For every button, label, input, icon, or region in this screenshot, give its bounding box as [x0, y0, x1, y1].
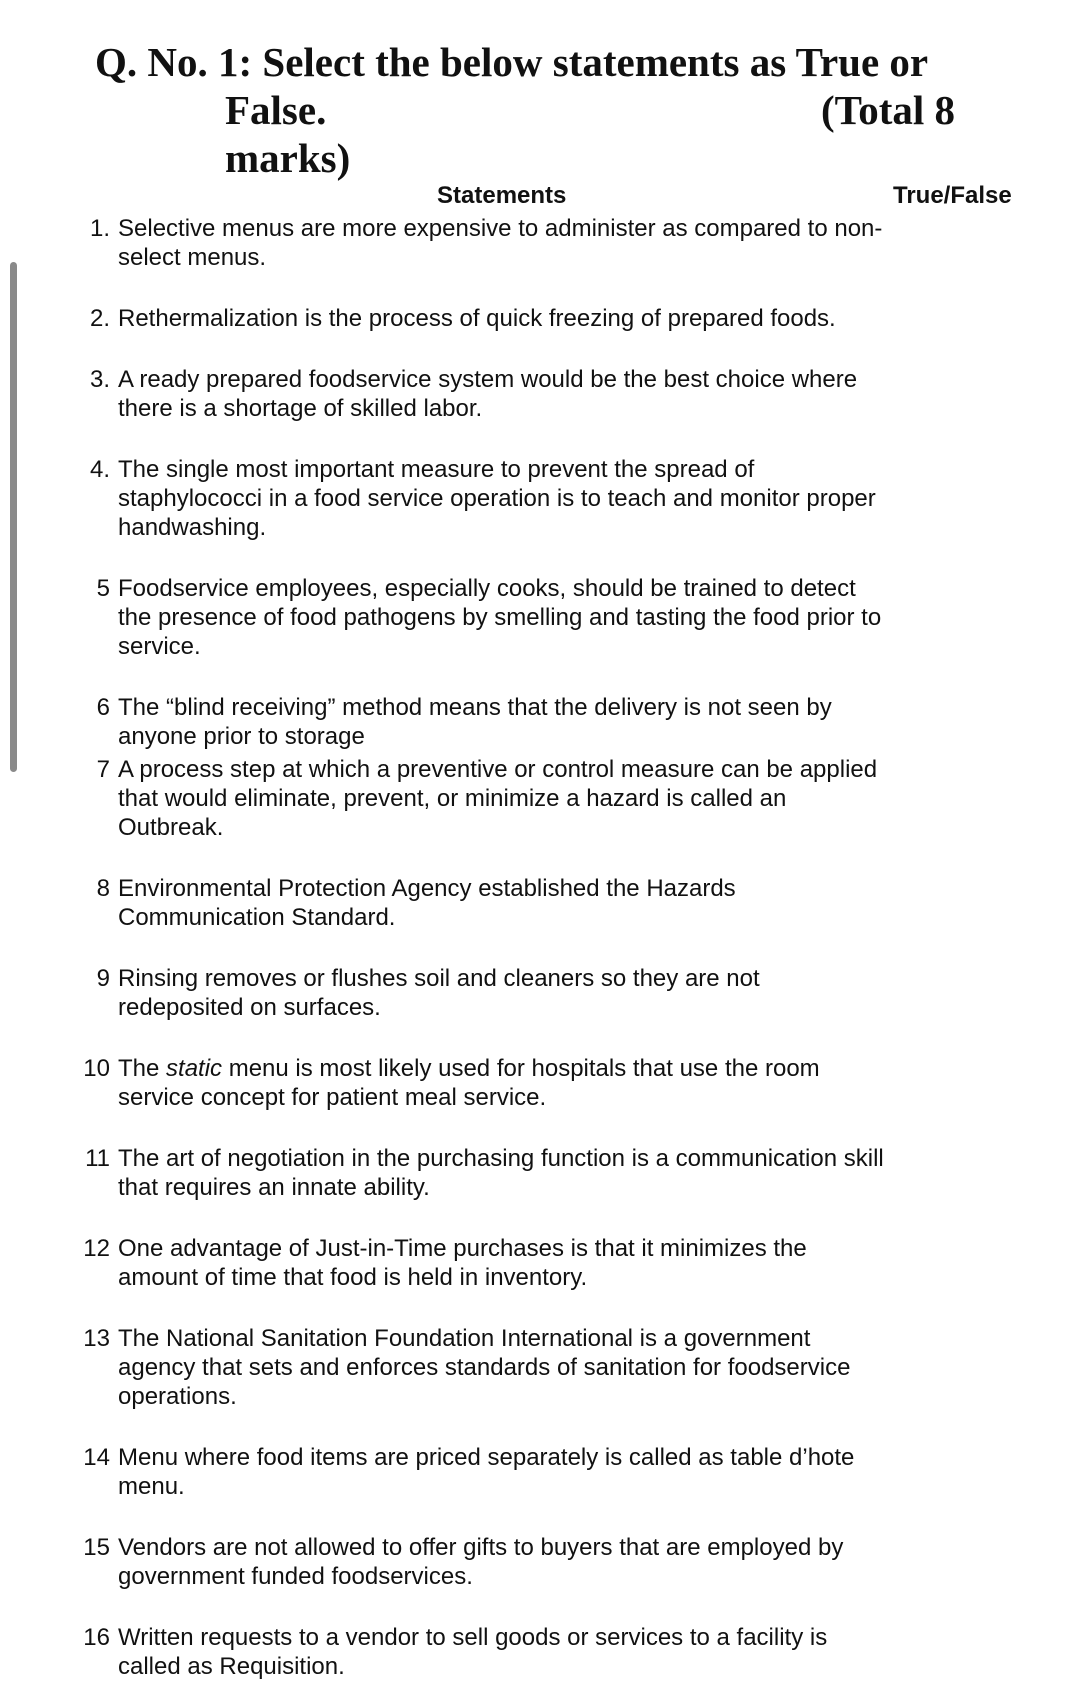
statement-item	[70, 574, 900, 661]
statement-text-emphasis: static	[166, 1055, 223, 1082]
statement-item	[70, 214, 900, 272]
statement-text: Menu where food items are priced separately is called as table d’hote menu.	[118, 1444, 855, 1500]
statement-number: 10	[83, 1055, 110, 1082]
statement-item	[70, 964, 900, 1022]
question-title-line1: Q. No. 1: Select the below statements as True or	[95, 39, 929, 85]
statement-text-pre: The	[118, 1055, 167, 1082]
statement-item	[70, 455, 900, 542]
statement-number: 5	[96, 575, 110, 602]
statement-number: 9	[96, 965, 110, 992]
statement-item	[70, 693, 900, 751]
statement-item	[70, 1533, 900, 1591]
statement-text: The National Sanitation Foundation International is a government agency that sets and enforces standards of sanitation for foodservice operations.	[118, 1325, 851, 1410]
statement-text	[118, 1054, 890, 1112]
statement-text: A ready prepared foodservice system would be the best choice where there is a shortage of skilled labor.	[118, 366, 858, 422]
statement-number: 4.	[89, 456, 110, 483]
statement-text: Foodservice employees, especially cooks, should be trained to detect the presence of food pathogens by smelling and tasting the food prior to service.	[118, 575, 882, 660]
statements-column-header: Statements	[437, 182, 567, 209]
statement-number: 2.	[89, 305, 110, 332]
statement-item	[70, 365, 900, 423]
statement-item	[70, 874, 900, 932]
statement-number: 1.	[89, 215, 110, 242]
statement-number: 14	[83, 1444, 110, 1471]
statement-text-post: menu is most likely used for hospitals that use the room service concept for patient meal service.	[118, 1055, 820, 1111]
statement-text: Selective menus are more expensive to administer as compared to non- select menus.	[118, 215, 883, 271]
statement-item	[70, 755, 900, 842]
statement-text: One advantage of Just-in-Time purchases is that it minimizes the amount of time that food is held in inventory.	[118, 1235, 807, 1291]
statement-item	[70, 1443, 900, 1501]
statement-item	[70, 1144, 900, 1202]
statement-text: Written requests to a vendor to sell goods or services to a facility is called as Requisition.	[118, 1624, 828, 1680]
statement-text: Rinsing removes or flushes soil and cleaners so they are not redeposited on surfaces.	[118, 965, 760, 1021]
statement-text: Vendors are not allowed to offer gifts to buyers that are employed by government funded foodservices.	[118, 1534, 844, 1590]
statement-number: 7	[96, 756, 110, 783]
scroll-indicator[interactable]	[10, 262, 17, 772]
statement-text: Rethermalization is the process of quick freezing of prepared foods.	[118, 305, 836, 332]
question-title-line3: marks)	[225, 135, 351, 181]
statement-item	[70, 1324, 900, 1411]
question-title-line2	[95, 86, 975, 134]
statement-text: The “blind receiving” method means that the delivery is not seen by anyone prior to storage	[118, 694, 832, 750]
total-marks-label: (Total 8	[820, 87, 955, 133]
statement-text: The art of negotiation in the purchasing function is a communication skill that requires an innate ability.	[118, 1145, 884, 1201]
statement-number: 16	[83, 1624, 110, 1651]
question-title-false: False.	[225, 87, 327, 133]
statement-number: 8	[96, 875, 110, 902]
statement-number: 3.	[89, 366, 110, 393]
statement-number: 12	[83, 1235, 110, 1262]
statement-item	[70, 1234, 900, 1292]
statement-item	[70, 1623, 900, 1681]
statement-number: 13	[83, 1325, 110, 1352]
question-heading	[95, 38, 975, 182]
statement-item	[70, 1054, 900, 1112]
statement-number: 15	[83, 1534, 110, 1561]
statements-list	[70, 214, 900, 1681]
true-false-column-header: True/False	[893, 182, 1012, 209]
statement-number: 6	[96, 694, 110, 721]
statement-text: Environmental Protection Agency established the Hazards Communication Standard.	[118, 875, 736, 931]
statement-item	[70, 304, 900, 333]
statement-text: A process step at which a preventive or control measure can be applied that would eliminate, prevent, or minimize a hazard is called an Outbreak.	[118, 756, 878, 841]
statement-text: The single most important measure to prevent the spread of staphylococci in a food service operation is to teach and monitor proper handwashing.	[118, 456, 876, 541]
statement-number: 11	[85, 1145, 110, 1172]
